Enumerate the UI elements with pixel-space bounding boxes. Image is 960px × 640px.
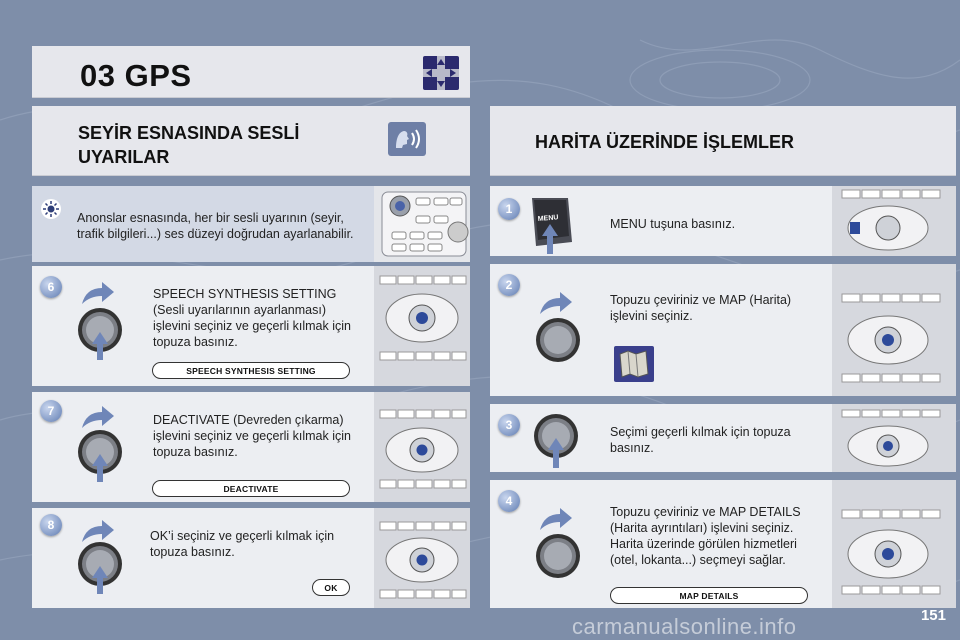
push-knob-icon bbox=[76, 428, 126, 484]
step-1-control-image bbox=[832, 186, 956, 256]
rotate-arrow-icon bbox=[538, 290, 574, 316]
step-7-control-image bbox=[374, 392, 470, 502]
page-number: 151 bbox=[920, 607, 946, 624]
step-6-text: SPEECH SYNTHESIS SETTING (Sesli uyarılarının ayarlanması) işlevini seçiniz ve geçerli kılmak için topuza basınız. bbox=[153, 287, 351, 349]
gps-crossroad-icon bbox=[423, 56, 459, 90]
tip-text: Anonslar esnasında, her bir sesli uyarının (seyir, trafik bilgileri...) ses düzeyi doğrudan ayarlanabilir. bbox=[77, 211, 354, 241]
left-section-title-line1: SEYİR ESNASINDA SESLİ bbox=[78, 123, 300, 143]
step-2-badge: 2 bbox=[498, 274, 520, 296]
step-2-control-image bbox=[832, 264, 956, 396]
menu-button-text: MENU bbox=[537, 214, 559, 223]
menu-button-icon bbox=[528, 196, 576, 256]
rotate-arrow-icon bbox=[80, 280, 116, 306]
watermark: carmanualsonline.info bbox=[572, 614, 797, 639]
rotate-arrow-icon bbox=[538, 506, 574, 532]
push-knob-icon bbox=[532, 412, 582, 470]
step-6-control-image bbox=[374, 266, 470, 386]
step-8-text: OK’i seçiniz ve geçerli kılmak için topuza basınız. bbox=[150, 529, 335, 559]
step-1-text: MENU tuşuna basınız. bbox=[610, 217, 736, 231]
rotate-arrow-icon bbox=[80, 404, 116, 430]
radio-panel-image bbox=[374, 186, 470, 262]
step-2-text: Topuzu çeviriniz ve MAP (Harita) işlevini seçiniz. bbox=[610, 293, 792, 323]
map-details-label: MAP DETAILS bbox=[610, 587, 808, 604]
step-3-text: Seçimi geçerli kılmak için topuza basınız. bbox=[610, 425, 791, 455]
sun-light-icon bbox=[40, 198, 62, 220]
step-8-badge: 8 bbox=[40, 514, 62, 536]
map-icon bbox=[614, 346, 654, 382]
step-4-text: Topuzu çeviriniz ve MAP DETAILS (Harita ayrıntıları) işlevini seçiniz. Harita üzerinde görülen hizmetleri (otel, lokanta...) seçmeyi sağlar. bbox=[610, 505, 801, 567]
deactivate-label: DEACTIVATE bbox=[152, 480, 350, 497]
push-knob-icon bbox=[76, 540, 126, 596]
step-6-badge: 6 bbox=[40, 276, 62, 298]
step-1-badge: 1 bbox=[498, 198, 520, 220]
rotary-knob-icon bbox=[534, 532, 582, 580]
step-4-control-image bbox=[832, 480, 956, 608]
step-3-control-image bbox=[832, 404, 956, 472]
rotary-knob-icon bbox=[534, 316, 582, 364]
step-7-badge: 7 bbox=[40, 400, 62, 422]
step-4-badge: 4 bbox=[498, 490, 520, 512]
step-8-control-image bbox=[374, 508, 470, 608]
voice-speaking-icon bbox=[388, 122, 426, 156]
push-knob-icon bbox=[76, 306, 126, 362]
chapter-title: 03 GPS bbox=[80, 58, 192, 93]
right-section-title: HARİTA ÜZERİNDE İŞLEMLER bbox=[535, 132, 794, 152]
ok-label: OK bbox=[312, 579, 350, 596]
step-7-text: DEACTIVATE (Devreden çıkarma) işlevini seçiniz ve geçerli kılmak için topuza basınız. bbox=[153, 413, 351, 459]
step-3-badge: 3 bbox=[498, 414, 520, 436]
left-section-title-line2: UYARILAR bbox=[78, 147, 170, 167]
left-section-title bbox=[78, 121, 299, 169]
speech-synthesis-setting-label: SPEECH SYNTHESIS SETTING bbox=[152, 362, 350, 379]
